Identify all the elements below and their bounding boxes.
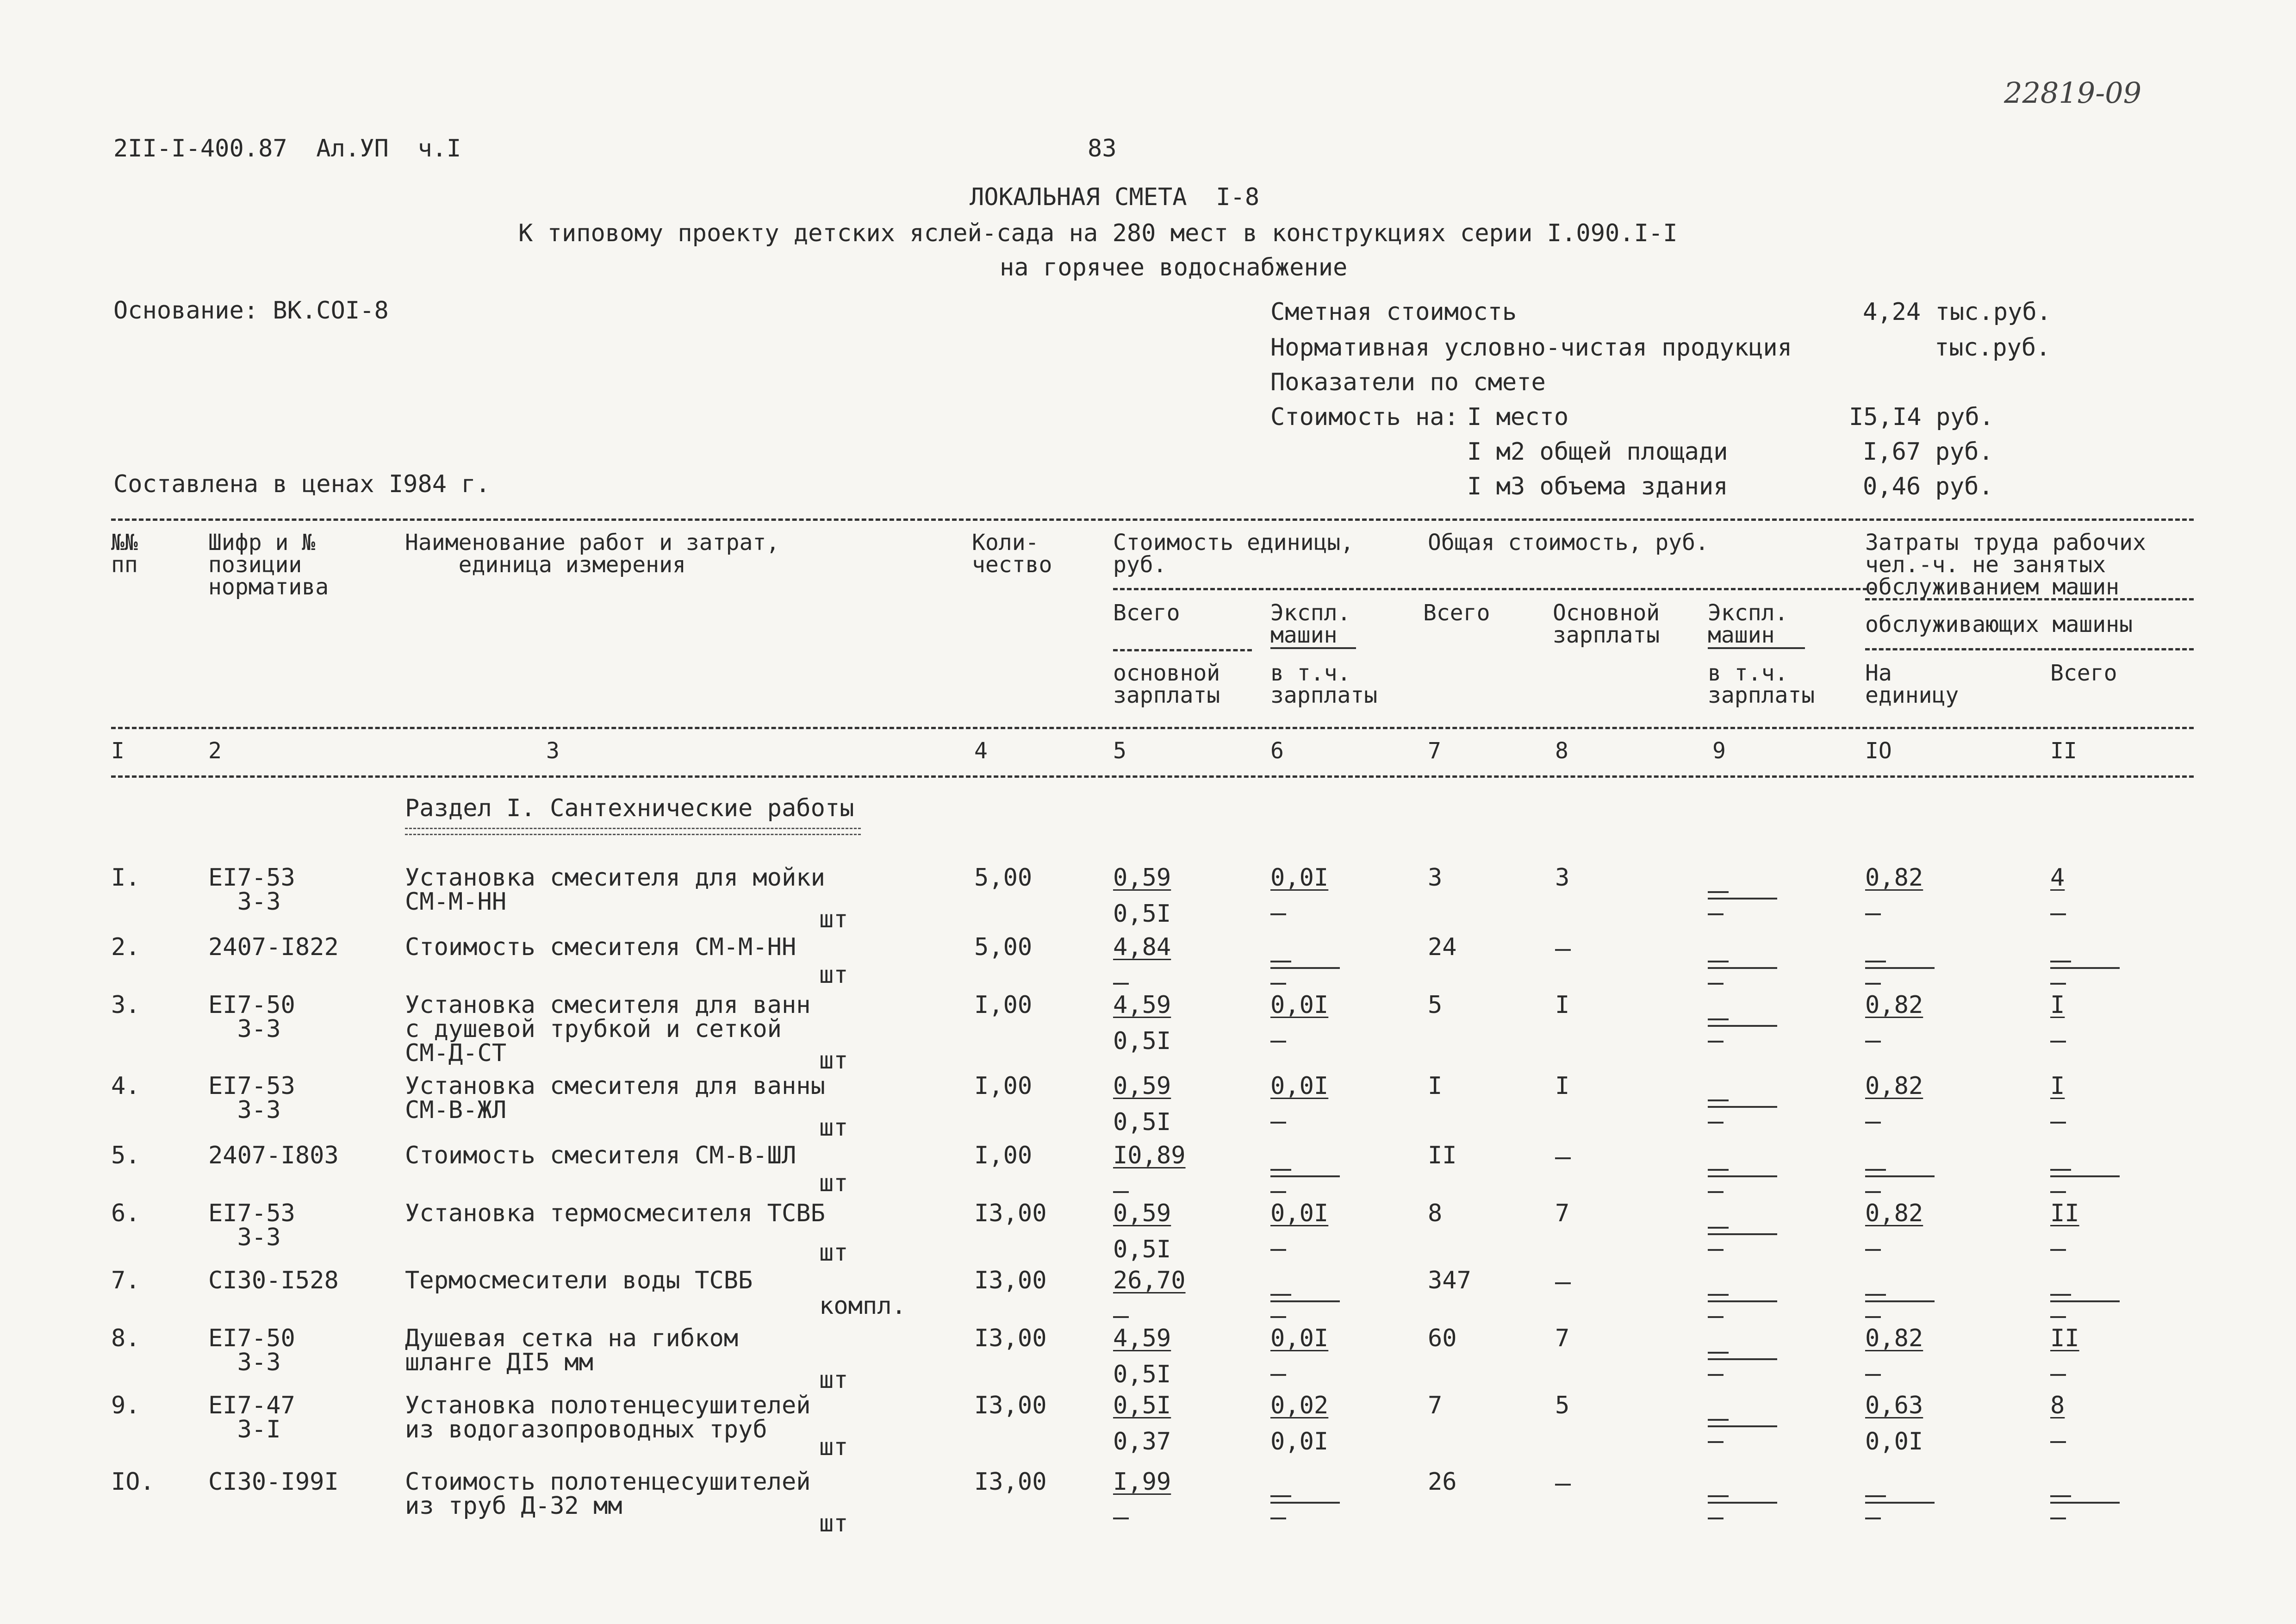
indicators-label: Показатели по смете: [1270, 369, 1546, 396]
empty-value-dash: [2050, 1249, 2066, 1251]
col-header-name: Наименование работ и затрат, единица измерения: [405, 530, 780, 578]
row-unit: шт: [819, 1114, 848, 1142]
column-number: 8: [1555, 738, 1568, 764]
column-number: 4: [974, 738, 988, 764]
empty-value-dash: [1270, 1374, 1286, 1376]
empty-value-dash: [2050, 913, 2066, 915]
header-bottom-rule: [111, 727, 2194, 729]
row-unit-wage: 0,5I: [1113, 1027, 1171, 1055]
row-unit-total: I0,89: [1113, 1142, 1186, 1169]
empty-value-dash: [1708, 1518, 1724, 1519]
row-total: 60: [1428, 1324, 1457, 1352]
row-name: Установка полотенцесушителей из водогазопроводных труб: [405, 1392, 811, 1443]
empty-value-dash: [1865, 1041, 1881, 1043]
row-unit: шт: [819, 1047, 848, 1074]
col-header-8: Основной зарплаты: [1553, 600, 1660, 648]
empty-value-dash: [1270, 1041, 1286, 1043]
row-machine-cost: 0,02: [1270, 1392, 1329, 1419]
section-title: Раздел I. Сантехнические работы: [405, 794, 854, 822]
row-code: EI7-53 3-3: [208, 864, 295, 916]
empty-value-dash: [1270, 1122, 1286, 1124]
column-number: 2: [208, 738, 222, 764]
row-total: 5: [1428, 991, 1443, 1019]
col-header-6-top: Экспл. машин: [1270, 600, 1351, 648]
empty-value-dash: [1555, 1282, 1571, 1284]
col-header-unit-cost: Стоимость единицы, руб.: [1113, 530, 1354, 578]
row-machine-wage: 0,0I: [1270, 1428, 1329, 1455]
section-title-underline: [405, 828, 861, 835]
row-name: Установка смесителя для ванны СМ-В-ЖЛ: [405, 1072, 825, 1124]
estimated-cost-label: Сметная стоимость: [1270, 298, 1517, 326]
row-total-wage: 7: [1555, 1324, 1570, 1352]
col-header-5-top: Всего: [1113, 600, 1180, 626]
row-code: 2407-I822: [208, 933, 339, 961]
row-quantity: 5,00: [974, 864, 1033, 892]
row-labor-total: I: [2050, 1072, 2065, 1100]
row-number: 4.: [111, 1072, 140, 1100]
row-name: Стоимость смесителя СМ-В-ШЛ: [405, 1142, 796, 1169]
col-header-9-bottom: в т.ч. зарплаты: [1708, 660, 1815, 708]
row-labor-total: 4: [2050, 864, 2065, 892]
row-quantity: I3,00: [974, 1267, 1047, 1294]
empty-value-dash: [1708, 1374, 1724, 1376]
empty-value-dash: [1270, 1249, 1286, 1251]
empty-value-dash: [1865, 1316, 1881, 1318]
row-unit: шт: [819, 1510, 848, 1537]
document-title: ЛОКАЛЬНАЯ СМЕТА I-8: [970, 183, 1260, 211]
row-unit-wage: 0,5I: [1113, 1236, 1171, 1263]
empty-value-dash: [2050, 1041, 2066, 1043]
row-unit-wage: 0,5I: [1113, 1108, 1171, 1136]
document-code: 2II-I-400.87 Ал.УП ч.I: [113, 135, 461, 162]
row-name: Установка термосмесителя ТСВБ: [405, 1199, 825, 1227]
row-code: EI7-53 3-3: [208, 1199, 295, 1251]
column-number: 5: [1113, 738, 1126, 764]
row-labor-unit-machines: 0,0I: [1865, 1428, 1923, 1455]
empty-value-dash: [1555, 1484, 1571, 1486]
empty-value-dash: [1865, 1249, 1881, 1251]
col-header-10: На единицу: [1865, 660, 1959, 708]
per-m3-label: I м3 объема здания: [1467, 473, 1728, 500]
net-product-value: тыс.руб.: [1935, 334, 2051, 362]
empty-value-dash: [1113, 1518, 1129, 1519]
empty-value-dash: [1708, 1316, 1724, 1318]
col-header-code: Шифр и № позиции норматива: [208, 530, 329, 600]
row-number: 7.: [111, 1267, 140, 1294]
col-header-11: Всего: [2050, 660, 2117, 686]
row-total: 24: [1428, 933, 1457, 961]
empty-value-dash: [1708, 1122, 1724, 1124]
column-number: 7: [1428, 738, 1441, 764]
basis-reference: Основание: ВК.СОI-8: [113, 297, 389, 325]
row-code: CI30-I99I: [208, 1468, 339, 1496]
row-machine-cost: 0,0I: [1270, 991, 1329, 1019]
column-number: I: [111, 738, 124, 764]
row-total-wage: I: [1555, 1072, 1570, 1100]
empty-value-dash: [1708, 1249, 1724, 1251]
row-quantity: I,00: [974, 991, 1033, 1019]
row-unit-wage: 0,5I: [1113, 1361, 1171, 1388]
row-labor-unit: 0,82: [1865, 1324, 1923, 1352]
col-header-number: №№ пп: [111, 530, 138, 578]
net-product-label: Нормативная условно-чистая продукция: [1270, 334, 1792, 362]
col6-top-underline: [1270, 647, 1356, 649]
cost-per-label: Стоимость на:: [1270, 403, 1459, 431]
row-total-wage: I: [1555, 991, 1570, 1019]
empty-value-dash: [1865, 983, 1881, 985]
row-code: EI7-53 3-3: [208, 1072, 295, 1124]
row-labor-unit: 0,63: [1865, 1392, 1923, 1419]
row-unit-total: 0,59: [1113, 864, 1171, 892]
document-subtitle-line2: на горячее водоснабжение: [1000, 254, 1348, 281]
col-header-7: Всего: [1423, 600, 1490, 626]
row-quantity: 5,00: [974, 933, 1033, 961]
empty-value-dash: [2050, 983, 2066, 985]
page-number: 83: [1088, 135, 1117, 162]
row-quantity: I3,00: [974, 1468, 1047, 1496]
empty-value-dash: [1865, 1191, 1881, 1193]
row-labor-unit: 0,82: [1865, 1072, 1923, 1100]
row-unit: шт: [819, 1366, 848, 1394]
row-unit: шт: [819, 1169, 848, 1197]
column-number: II: [2050, 738, 2077, 764]
row-unit-total: 0,59: [1113, 1199, 1171, 1227]
empty-value-dash: [2050, 1316, 2066, 1318]
per-place-label: I место: [1467, 403, 1569, 431]
row-machine-cost: 0,0I: [1270, 864, 1329, 892]
table-top-rule: [111, 518, 2194, 521]
empty-value-dash: [1113, 1191, 1129, 1193]
empty-value-dash: [1270, 1191, 1286, 1193]
row-machine-cost: 0,0I: [1270, 1072, 1329, 1100]
row-unit-total: 4,59: [1113, 1324, 1171, 1352]
row-number: 6.: [111, 1199, 140, 1227]
row-total-wage: 7: [1555, 1199, 1570, 1227]
row-quantity: I3,00: [974, 1392, 1047, 1419]
row-machine-cost: 0,0I: [1270, 1324, 1329, 1352]
row-quantity: I3,00: [974, 1199, 1047, 1227]
row-number: 5.: [111, 1142, 140, 1169]
row-name: Установка смесителя для ванн с душевой трубкой и сеткой СМ-Д-СТ: [405, 991, 811, 1067]
column-number: 9: [1712, 738, 1726, 764]
col-header-5-bottom: основной зарплаты: [1113, 660, 1220, 708]
row-number: 8.: [111, 1324, 140, 1352]
document-subtitle: К типовому проекту детских яслей-сада на 280 мест в конструкциях серии I.090.I-I: [518, 219, 1678, 247]
row-unit: компл.: [819, 1292, 906, 1320]
row-unit-total: 4,84: [1113, 933, 1171, 961]
col-header-labor-machines: обслуживающих машины: [1865, 612, 2133, 637]
row-total: 7: [1428, 1392, 1443, 1419]
row-number: I.: [111, 864, 140, 892]
row-name: Душевая сетка на гибком шланге ДI5 мм: [405, 1324, 739, 1376]
row-quantity: I,00: [974, 1142, 1033, 1169]
row-labor-total: II: [2050, 1324, 2079, 1352]
column-number-rule: [111, 775, 2194, 778]
row-total: 26: [1428, 1468, 1457, 1496]
row-total: 8: [1428, 1199, 1443, 1227]
empty-value-dash: [1865, 913, 1881, 915]
column-number: 3: [546, 738, 560, 764]
row-unit-total: I,99: [1113, 1468, 1171, 1496]
empty-value-dash: [1555, 1157, 1571, 1159]
row-code: EI7-47 3-I: [208, 1392, 295, 1443]
empty-value-dash: [1270, 1316, 1286, 1318]
row-total: II: [1428, 1142, 1457, 1169]
row-quantity: I3,00: [974, 1324, 1047, 1352]
row-labor-total: I: [2050, 991, 2065, 1019]
empty-value-dash: [2050, 1374, 2066, 1376]
estimated-cost-value: 4,24 тыс.руб.: [1863, 298, 2051, 326]
unit-cost-subrule: [1113, 588, 1874, 590]
empty-value-dash: [2050, 1518, 2066, 1519]
row-unit-wage: 0,5I: [1113, 900, 1171, 928]
empty-value-dash: [2050, 1191, 2066, 1193]
empty-value-dash: [1270, 913, 1286, 915]
row-code: 2407-I803: [208, 1142, 339, 1169]
column-number: 6: [1270, 738, 1284, 764]
row-unit-total: 0,59: [1113, 1072, 1171, 1100]
empty-value-dash: [2050, 1122, 2066, 1124]
empty-value-dash: [1708, 983, 1724, 985]
empty-value-dash: [1708, 1041, 1724, 1043]
row-total-wage: 3: [1555, 864, 1570, 892]
row-name: Стоимость смесителя СМ-М-НН: [405, 933, 796, 961]
row-total-wage: 5: [1555, 1392, 1570, 1419]
prices-note: Составлена в ценах I984 г.: [113, 470, 490, 498]
per-m2-label: I м2 общей площади: [1467, 438, 1728, 466]
row-unit: шт: [819, 961, 848, 989]
row-labor-unit: 0,82: [1865, 864, 1923, 892]
row-code: CI30-I528: [208, 1267, 339, 1294]
per-m3-value: 0,46 руб.: [1863, 473, 1993, 500]
col-header-labor: Затраты труда рабочих чел.-ч. не занятых обслуживанием машин: [1865, 530, 2146, 600]
row-labor-unit: 0,82: [1865, 991, 1923, 1019]
row-code: EI7-50 3-3: [208, 1324, 295, 1376]
empty-value-dash: [1555, 949, 1571, 951]
row-labor-total: II: [2050, 1199, 2079, 1227]
empty-value-dash: [1708, 1441, 1724, 1443]
row-unit-wage: 0,37: [1113, 1428, 1171, 1455]
col-header-9-top: Экспл. машин: [1708, 600, 1788, 648]
row-quantity: I,00: [974, 1072, 1033, 1100]
row-labor-total: 8: [2050, 1392, 2065, 1419]
empty-value-dash: [2050, 1441, 2066, 1443]
row-total: I: [1428, 1072, 1443, 1100]
labor-subrule: [1865, 598, 2194, 600]
row-unit: шт: [819, 1433, 848, 1461]
row-total: 347: [1428, 1267, 1471, 1294]
empty-value-dash: [1113, 983, 1129, 985]
row-unit-total: 26,70: [1113, 1267, 1186, 1294]
row-name: Установка смесителя для мойки СМ-М-НН: [405, 864, 825, 916]
row-number: 3.: [111, 991, 140, 1019]
row-total: 3: [1428, 864, 1443, 892]
column-number: IO: [1865, 738, 1892, 764]
empty-value-dash: [1865, 1122, 1881, 1124]
row-machine-cost: 0,0I: [1270, 1199, 1329, 1227]
col9-top-underline: [1708, 647, 1805, 649]
row-number: 9.: [111, 1392, 140, 1419]
empty-value-dash: [1270, 983, 1286, 985]
row-unit-total: 0,5I: [1113, 1392, 1171, 1419]
col-header-quantity: Коли- чество: [972, 530, 1052, 578]
labor-subrule-2: [1865, 648, 2194, 650]
per-m2-value: I,67 руб.: [1863, 438, 1993, 466]
row-labor-unit: 0,82: [1865, 1199, 1923, 1227]
row-name: Стоимость полотенцесушителей из труб Д-32 мм: [405, 1468, 811, 1520]
empty-value-dash: [1708, 913, 1724, 915]
col-header-total-cost: Общая стоимость, руб.: [1428, 530, 1709, 556]
col-header-6-bottom: в т.ч. зарплаты: [1270, 660, 1378, 708]
row-number: 2.: [111, 933, 140, 961]
col5-subrule: [1113, 649, 1252, 651]
row-unit-total: 4,59: [1113, 991, 1171, 1019]
empty-value-dash: [1865, 1518, 1881, 1519]
empty-value-dash: [1270, 1518, 1286, 1519]
row-number: IO.: [111, 1468, 155, 1496]
row-code: EI7-50 3-3: [208, 991, 295, 1043]
row-unit: шт: [819, 906, 848, 933]
archive-stamp: 22819-09: [2004, 76, 2142, 110]
row-name: Термосмесители воды ТСВБ: [405, 1267, 753, 1294]
per-place-value: I5,I4 руб.: [1849, 403, 1994, 431]
empty-value-dash: [1113, 1316, 1129, 1318]
empty-value-dash: [1708, 1191, 1724, 1193]
row-unit: шт: [819, 1239, 848, 1267]
empty-value-dash: [1865, 1374, 1881, 1376]
